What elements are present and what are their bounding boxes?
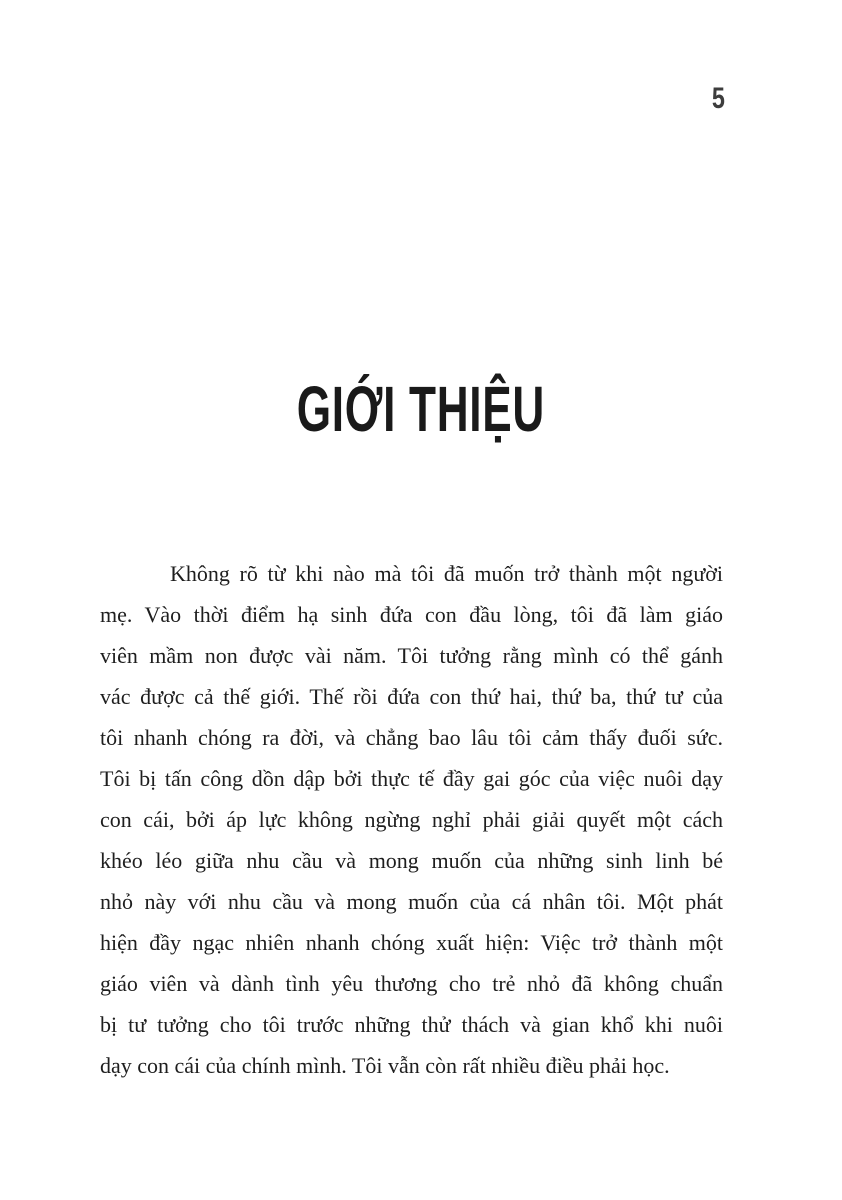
chapter-title xyxy=(0,373,842,445)
page-number xyxy=(700,84,736,114)
body-line: con cái, bởi áp lực không ngừng nghỉ phải giải quyết một cách xyxy=(100,807,723,832)
body-line: vác được cả thế giới. Thế rồi đứa con thứ hai, thứ ba, thứ tư của xyxy=(100,684,723,709)
chapter-title-text: GIỚI THIỆU xyxy=(296,373,546,445)
body-line: Không rõ từ khi nào mà tôi đã muốn trở thành một người xyxy=(170,561,723,586)
body-line: hiện đầy ngạc nhiên nhanh chóng xuất hiện: Việc trở thành một xyxy=(100,930,723,955)
body-line: bị tư tưởng cho tôi trước những thử thách và gian khổ khi nuôi xyxy=(100,1012,723,1037)
page-number-text: 5 xyxy=(711,82,725,115)
chapter-title-container xyxy=(0,373,842,445)
body-line: khéo léo giữa nhu cầu và mong muốn của những sinh linh bé xyxy=(100,848,723,873)
body-line: dạy con cái của chính mình. Tôi vẫn còn rất nhiều điều phải học. xyxy=(100,1053,670,1078)
body-line: Tôi bị tấn công dồn dập bởi thực tế đầy gai góc của việc nuôi dạy xyxy=(100,766,723,791)
body-line: viên mầm non được vài năm. Tôi tưởng rằng mình có thể gánh xyxy=(100,643,723,668)
body-line: mẹ. Vào thời điểm hạ sinh đứa con đầu lòng, tôi đã làm giáo xyxy=(100,602,723,627)
body-line: giáo viên và dành tình yêu thương cho trẻ nhỏ đã không chuẩn xyxy=(100,971,723,996)
body-line: tôi nhanh chóng ra đời, và chẳng bao lâu tôi cảm thấy đuối sức. xyxy=(100,725,723,750)
body-line: nhỏ này với nhu cầu và mong muốn của cá nhân tôi. Một phát xyxy=(100,889,723,914)
body-paragraph xyxy=(100,553,723,1086)
